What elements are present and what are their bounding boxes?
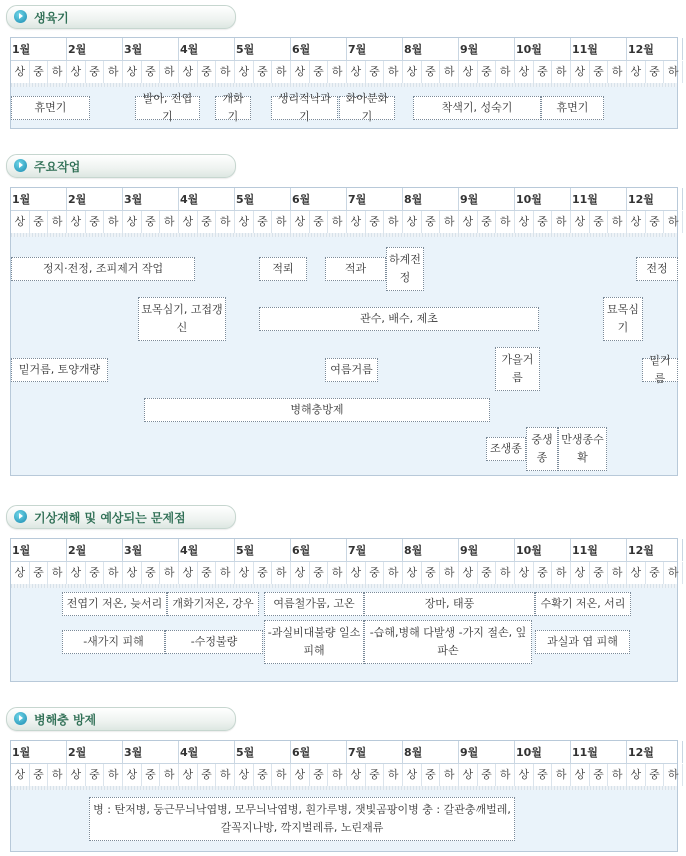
period-cell: 하: [384, 61, 403, 83]
month-cell: 6월: [291, 539, 347, 561]
period-cell: 상: [515, 764, 534, 786]
month-cell: 8월: [403, 539, 459, 561]
period-cell: 하: [104, 764, 123, 786]
arrow-bullet-icon: [14, 10, 27, 23]
task-bar: -과실비대불량 일소피해: [264, 620, 364, 664]
period-cell: 중: [478, 562, 497, 584]
period-cell: 상: [627, 61, 646, 83]
period-cell: 하: [104, 562, 123, 584]
period-cell: 하: [664, 61, 683, 83]
month-cell: 5월: [235, 741, 291, 763]
timeline-area: [11, 237, 677, 475]
month-cell: 12월: [627, 188, 683, 210]
period-cell: 하: [496, 211, 515, 233]
period-cell: 상: [291, 61, 310, 83]
period-cell: 하: [328, 61, 347, 83]
timeline-area: [11, 790, 677, 851]
period-cell: 중: [254, 764, 273, 786]
period-cell: 중: [30, 211, 49, 233]
task-bar: 만생종수확: [558, 427, 607, 471]
month-cell: 2월: [67, 38, 123, 60]
period-cell: 하: [384, 562, 403, 584]
month-cell: 8월: [403, 741, 459, 763]
section-title: 주요작업: [34, 160, 81, 174]
calendar-grid-growth: [10, 37, 678, 129]
month-cell: 2월: [67, 188, 123, 210]
period-cell: 상: [347, 61, 366, 83]
task-bar: 장마, 태풍: [364, 592, 535, 616]
period-cell: 상: [235, 764, 254, 786]
period-cell: 중: [310, 61, 329, 83]
month-cell: 4월: [179, 539, 235, 561]
period-cell: 하: [384, 764, 403, 786]
month-cell: 10월: [515, 38, 571, 60]
period-cell: 중: [422, 61, 441, 83]
month-cell: 7월: [347, 38, 403, 60]
month-header-row: [11, 741, 677, 763]
period-cell: 상: [459, 211, 478, 233]
month-cell: 11월: [571, 741, 627, 763]
period-cell: 중: [86, 61, 105, 83]
period-cell: 하: [384, 211, 403, 233]
period-cell: 중: [254, 61, 273, 83]
month-cell: 8월: [403, 188, 459, 210]
month-cell: 5월: [235, 539, 291, 561]
period-cell: 중: [646, 61, 665, 83]
period-cell: 상: [403, 764, 422, 786]
month-cell: 1월: [11, 741, 67, 763]
task-bar: 조생종: [486, 437, 526, 461]
period-cell: 중: [86, 562, 105, 584]
period-cell: 하: [272, 764, 291, 786]
period-cell: 하: [48, 562, 67, 584]
period-cell: 하: [496, 562, 515, 584]
period-cell: 중: [310, 211, 329, 233]
period-cell: 상: [123, 211, 142, 233]
period-cell: 상: [571, 211, 590, 233]
month-cell: 3월: [123, 38, 179, 60]
period-cell: 상: [403, 562, 422, 584]
period-cell: 상: [67, 764, 86, 786]
month-cell: 1월: [11, 539, 67, 561]
task-bar: 전엽기 저온, 늦서리: [62, 592, 167, 616]
timeline-area: [11, 87, 677, 128]
period-header-row: [11, 763, 677, 786]
calendar-grid-weather-hazards: [10, 538, 678, 682]
period-cell: 중: [590, 61, 609, 83]
period-cell: 하: [552, 61, 571, 83]
month-cell: 6월: [291, 741, 347, 763]
arrow-bullet-icon: [14, 510, 27, 523]
period-cell: 상: [291, 764, 310, 786]
period-cell: 중: [422, 764, 441, 786]
period-cell: 하: [496, 764, 515, 786]
task-bar: 여름거름: [325, 358, 378, 382]
period-cell: 중: [366, 764, 385, 786]
period-cell: 상: [459, 562, 478, 584]
period-cell: 중: [86, 764, 105, 786]
period-cell: 중: [366, 211, 385, 233]
month-header-row: [11, 539, 677, 561]
period-cell: 상: [123, 61, 142, 83]
period-cell: 상: [179, 764, 198, 786]
period-cell: 중: [478, 211, 497, 233]
period-cell: 상: [515, 61, 534, 83]
period-cell: 상: [235, 61, 254, 83]
period-cell: 하: [664, 764, 683, 786]
period-cell: 하: [160, 61, 179, 83]
period-cell: 하: [272, 562, 291, 584]
month-cell: 6월: [291, 38, 347, 60]
period-cell: 상: [347, 211, 366, 233]
period-cell: 중: [534, 61, 553, 83]
month-cell: 9월: [459, 38, 515, 60]
month-cell: 7월: [347, 741, 403, 763]
period-cell: 하: [48, 211, 67, 233]
period-cell: 하: [440, 211, 459, 233]
period-cell: 상: [179, 61, 198, 83]
period-cell: 중: [198, 562, 217, 584]
period-cell: 하: [272, 61, 291, 83]
task-bar: -새가지 피해: [62, 630, 165, 654]
period-cell: 하: [104, 211, 123, 233]
period-cell: 하: [272, 211, 291, 233]
period-cell: 중: [534, 764, 553, 786]
period-cell: 상: [515, 211, 534, 233]
task-bar: 가을거름: [495, 347, 540, 391]
period-cell: 중: [86, 211, 105, 233]
task-bar: 적뢰: [259, 257, 307, 281]
period-cell: 중: [422, 562, 441, 584]
section-header-growth: [6, 5, 236, 29]
task-bar: 생리적낙과기: [271, 96, 338, 120]
period-cell: 하: [48, 764, 67, 786]
month-cell: 5월: [235, 188, 291, 210]
period-cell: 중: [198, 61, 217, 83]
period-cell: 하: [440, 562, 459, 584]
month-cell: 7월: [347, 188, 403, 210]
period-cell: 중: [30, 61, 49, 83]
period-cell: 상: [67, 562, 86, 584]
period-cell: 중: [534, 562, 553, 584]
period-cell: 상: [571, 764, 590, 786]
period-cell: 중: [646, 562, 665, 584]
period-cell: 중: [142, 562, 161, 584]
period-cell: 상: [571, 562, 590, 584]
period-cell: 중: [590, 211, 609, 233]
period-cell: 하: [104, 61, 123, 83]
period-cell: 상: [515, 562, 534, 584]
period-cell: 중: [646, 764, 665, 786]
period-cell: 중: [478, 61, 497, 83]
month-cell: 12월: [627, 38, 683, 60]
period-cell: 하: [552, 562, 571, 584]
task-bar: 적과: [325, 257, 386, 281]
task-bar: -수정불량: [165, 630, 263, 654]
period-cell: 하: [160, 211, 179, 233]
task-bar: 중생종: [526, 427, 558, 471]
period-cell: 하: [216, 211, 235, 233]
month-cell: 11월: [571, 539, 627, 561]
period-cell: 중: [198, 764, 217, 786]
period-cell: 하: [440, 764, 459, 786]
period-cell: 하: [216, 61, 235, 83]
period-cell: 하: [608, 764, 627, 786]
task-bar: 병해충방제: [144, 398, 490, 422]
period-cell: 하: [608, 211, 627, 233]
timeline-area: [11, 588, 677, 681]
period-cell: 중: [534, 211, 553, 233]
section-header-main-work: [6, 154, 236, 178]
section-title: 생육기: [34, 11, 69, 25]
month-cell: 6월: [291, 188, 347, 210]
task-bar: 개화기저온, 강우: [167, 592, 259, 616]
arrow-bullet-icon: [14, 712, 27, 725]
period-cell: 상: [459, 61, 478, 83]
period-header-row: [11, 60, 677, 83]
month-cell: 8월: [403, 38, 459, 60]
task-bar: 휴면기: [541, 96, 604, 120]
section-header-pest-control: [6, 707, 236, 731]
month-cell: 7월: [347, 539, 403, 561]
period-cell: 하: [216, 562, 235, 584]
period-cell: 중: [366, 562, 385, 584]
period-cell: 하: [48, 61, 67, 83]
month-cell: 1월: [11, 38, 67, 60]
period-cell: 중: [30, 562, 49, 584]
calendar-grid-pest-control: [10, 740, 678, 852]
period-cell: 중: [646, 211, 665, 233]
period-cell: 상: [347, 764, 366, 786]
month-cell: 10월: [515, 188, 571, 210]
period-cell: 하: [440, 61, 459, 83]
period-cell: 하: [160, 764, 179, 786]
period-cell: 하: [328, 211, 347, 233]
period-cell: 상: [459, 764, 478, 786]
task-bar: 휴면기: [11, 96, 90, 120]
period-cell: 상: [11, 764, 30, 786]
period-cell: 중: [254, 211, 273, 233]
period-cell: 하: [328, 562, 347, 584]
period-cell: 상: [403, 61, 422, 83]
month-cell: 11월: [571, 188, 627, 210]
period-cell: 중: [142, 61, 161, 83]
month-cell: 11월: [571, 38, 627, 60]
month-cell: 5월: [235, 38, 291, 60]
period-cell: 상: [11, 211, 30, 233]
month-cell: 9월: [459, 539, 515, 561]
period-cell: 하: [664, 562, 683, 584]
period-cell: 중: [422, 211, 441, 233]
period-cell: 상: [123, 562, 142, 584]
period-cell: 상: [291, 562, 310, 584]
month-cell: 3월: [123, 539, 179, 561]
period-cell: 상: [235, 211, 254, 233]
section-title: 병해충 방제: [34, 713, 97, 727]
task-bar: 발아, 전엽기: [135, 96, 200, 120]
period-cell: 하: [552, 764, 571, 786]
period-cell: 상: [627, 562, 646, 584]
month-cell: 12월: [627, 741, 683, 763]
period-cell: 상: [627, 764, 646, 786]
month-cell: 9월: [459, 741, 515, 763]
task-bar: 밑거름, 토양개량: [11, 358, 108, 382]
period-cell: 상: [571, 61, 590, 83]
month-cell: 12월: [627, 539, 683, 561]
period-cell: 하: [552, 211, 571, 233]
task-bar: 밑거름: [642, 358, 678, 382]
period-cell: 상: [403, 211, 422, 233]
period-cell: 중: [142, 211, 161, 233]
period-cell: 상: [291, 211, 310, 233]
task-bar: 묘목심기: [603, 297, 643, 341]
period-cell: 중: [478, 764, 497, 786]
period-cell: 중: [30, 764, 49, 786]
task-bar: 전정: [636, 257, 678, 281]
task-bar: 여름철가뭄, 고온: [264, 592, 364, 616]
period-cell: 중: [254, 562, 273, 584]
month-cell: 4월: [179, 741, 235, 763]
task-bar: 하계전정: [386, 247, 424, 291]
month-header-row: [11, 188, 677, 210]
period-cell: 하: [216, 764, 235, 786]
month-cell: 2월: [67, 539, 123, 561]
month-cell: 2월: [67, 741, 123, 763]
period-cell: 상: [123, 764, 142, 786]
month-cell: 4월: [179, 188, 235, 210]
task-bar: 병 : 탄저병, 둥근무늬낙엽병, 모무늬낙엽병, 흰가루병, 잿빛곰팡이병 충 : 갈관충깨벌레, 갈꼭지나방, 깍지벌레류, 노린재류: [89, 797, 515, 841]
period-cell: 상: [235, 562, 254, 584]
month-cell: 3월: [123, 741, 179, 763]
period-cell: 상: [67, 61, 86, 83]
task-bar: 관수, 배수, 제초: [259, 307, 539, 331]
period-cell: 중: [366, 61, 385, 83]
period-cell: 중: [590, 562, 609, 584]
month-cell: 10월: [515, 539, 571, 561]
task-bar: 개화기: [215, 96, 251, 120]
period-cell: 상: [179, 562, 198, 584]
period-cell: 중: [310, 764, 329, 786]
task-bar: 수확기 저온, 서리: [535, 592, 631, 616]
month-cell: 9월: [459, 188, 515, 210]
period-cell: 하: [608, 562, 627, 584]
task-bar: 정지·전정, 조피제거 작업: [11, 257, 195, 281]
period-cell: 상: [347, 562, 366, 584]
calendar-grid-main-work: [10, 187, 678, 476]
section-header-weather-hazards: [6, 505, 236, 529]
month-cell: 4월: [179, 38, 235, 60]
month-cell: 10월: [515, 741, 571, 763]
period-cell: 중: [310, 562, 329, 584]
period-cell: 하: [608, 61, 627, 83]
task-bar: 착색기, 성숙기: [413, 96, 541, 120]
period-cell: 상: [11, 562, 30, 584]
task-bar: 묘목심기, 고접갱신: [138, 297, 226, 341]
month-cell: 3월: [123, 188, 179, 210]
period-cell: 하: [160, 562, 179, 584]
period-cell: 중: [590, 764, 609, 786]
section-title: 기상재해 및 예상되는 문제점: [34, 511, 186, 525]
month-cell: 1월: [11, 188, 67, 210]
period-cell: 중: [198, 211, 217, 233]
period-cell: 하: [496, 61, 515, 83]
arrow-bullet-icon: [14, 159, 27, 172]
period-cell: 상: [179, 211, 198, 233]
period-cell: 상: [67, 211, 86, 233]
period-cell: 상: [11, 61, 30, 83]
period-header-row: [11, 210, 677, 233]
task-bar: 과실과 엽 피해: [535, 630, 630, 654]
period-cell: 중: [142, 764, 161, 786]
month-header-row: [11, 38, 677, 60]
period-cell: 하: [664, 211, 683, 233]
period-cell: 상: [627, 211, 646, 233]
task-bar: 화아분화기: [339, 96, 395, 120]
task-bar: -습해,병해 다발생 -가지 절손, 잎파손: [364, 620, 532, 664]
period-header-row: [11, 561, 677, 584]
period-cell: 하: [328, 764, 347, 786]
